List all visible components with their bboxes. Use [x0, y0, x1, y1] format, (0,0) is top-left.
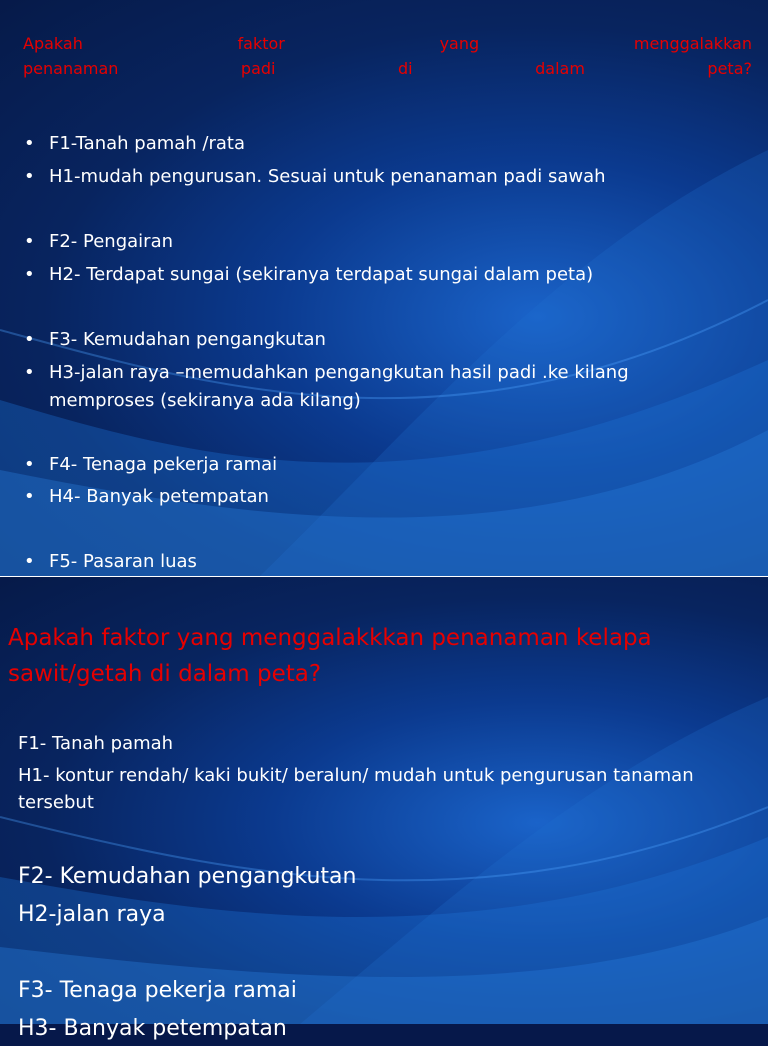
bullet-icon: •: [24, 231, 35, 252]
bullet-icon: •: [24, 454, 35, 475]
bullet-icon: •: [24, 264, 35, 285]
content-line: F3- Tenaga pekerja ramai: [18, 978, 297, 1003]
bullet-icon: •: [24, 486, 35, 507]
bullet-item: • F3- Kemudahan pengangkutan: [22, 326, 722, 354]
content-line: H1- kontur rendah/ kaki bukit/ beralun/ mudah untuk pengurusan tanaman: [18, 765, 694, 786]
content-line: H2-jalan raya: [18, 902, 166, 927]
content-line: tersebut: [18, 792, 94, 813]
bullet-icon: •: [24, 551, 35, 572]
content-line: F2- Kemudahan pengangkutan: [18, 864, 357, 889]
bullet-item: • F1-Tanah pamah /rata: [22, 130, 722, 158]
content-line: H3- Banyak petempatan: [18, 1016, 287, 1041]
bullet-item: • F5- Pasaran luas: [22, 548, 722, 576]
slide-1-title-line-2: penanaman padi di dalam peta?: [23, 59, 752, 78]
content-line: F1- Tanah pamah: [18, 733, 174, 754]
bullet-item: • H2- Terdapat sungai (sekiranya terdapat sungai dalam peta): [22, 261, 722, 289]
slide-2-title: [8, 620, 748, 692]
bullet-icon: •: [24, 329, 35, 350]
bullet-icon: •: [24, 133, 35, 154]
slide-2-title-line-1: Apakah faktor yang menggalakkkan penanaman kelapa: [8, 625, 652, 651]
bullet-item: • F4- Tenaga pekerja ramai: [22, 451, 722, 479]
bullet-item: • F2- Pengairan: [22, 228, 722, 256]
slide-1-title-line-1: Apakah faktor yang menggalakkan: [23, 34, 752, 53]
bullet-item: • H3-jalan raya –memudahkan pengangkutan hasil padi .ke kilang: [22, 359, 722, 387]
bullet-icon: •: [24, 166, 35, 187]
bullet-item: • H1-mudah pengurusan. Sesuai untuk penanaman padi sawah: [22, 163, 722, 191]
bullet-icon: •: [24, 362, 35, 383]
slide-2-title-line-2: sawit/getah di dalam peta?: [8, 661, 322, 687]
bullet-item: • H4- Banyak petempatan: [22, 483, 722, 511]
bullet-item-continuation: memproses (sekiranya ada kilang): [49, 390, 361, 411]
